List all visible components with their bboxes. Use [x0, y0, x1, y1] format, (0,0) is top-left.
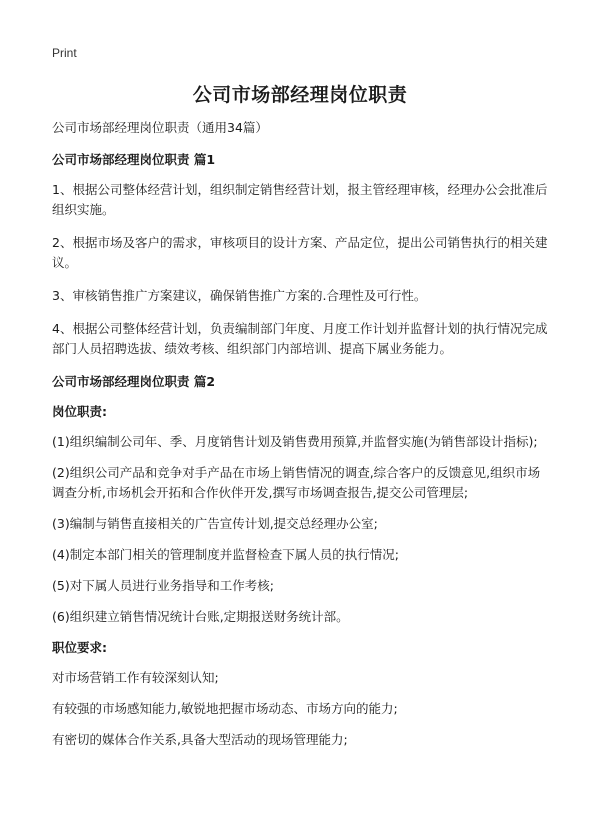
- requirement-item: 有较强的市场感知能力,敏锐地把握市场动态、市场方向的能力;: [52, 701, 398, 716]
- duty-item: (4)制定本部门相关的管理制度并监督检查下属人员的执行情况;: [52, 547, 399, 562]
- paragraph: 1、根据公司整体经营计划，组织制定销售经营计划，报主管经理审核，经理办公会批准后组织实施。: [52, 182, 548, 217]
- duty-item: (1)组织编制公司年、季、月度销售计划及销售费用预算,并监督实施(为销售部设计指标);: [52, 434, 538, 449]
- paragraph: 2、根据市场及客户的需求，审核项目的设计方案、产品定位，提出公司销售执行的相关建议。: [52, 235, 548, 270]
- document-body: [52, 118, 552, 761]
- requirements-subheading: 职位要求:: [52, 640, 107, 655]
- duty-item: (2)组织公司产品和竞争对手产品在市场上销售情况的调查,综合客户的反馈意见,组织市场调查分析,市场机会开拓和合作伙伴开发,撰写市场调查报告,提交公司管理层;: [52, 465, 541, 500]
- duties-subheading: 岗位职责:: [52, 404, 107, 419]
- print-label: Print: [52, 46, 77, 60]
- section-heading-2: 公司市场部经理岗位职责 篇2: [52, 374, 216, 389]
- requirement-item: 有密切的媒体合作关系,具备大型活动的现场管理能力;: [52, 732, 348, 747]
- paragraph: 3、审核销售推广方案建议，确保销售推广方案的.合理性及可行性。: [52, 288, 427, 303]
- requirement-item: 对市场营销工作有较深刻认知;: [52, 670, 219, 685]
- paragraph: 4、根据公司整体经营计划，负责编制部门年度、月度工作计划并监督计划的执行情况完成部门人员招聘选拔、绩效考核、组织部门内部培训、提高下属业务能力。: [52, 321, 548, 356]
- section-heading-1: 公司市场部经理岗位职责 篇1: [52, 152, 216, 167]
- document-title: 公司市场部经理岗位职责: [192, 84, 408, 106]
- duty-item: (5)对下属人员进行业务指导和工作考核;: [52, 578, 274, 593]
- duty-item: (3)编制与销售直接相关的广告宣传计划,提交总经理办公室;: [52, 516, 378, 531]
- duty-item: (6)组织建立销售情况统计台账,定期报送财务统计部。: [52, 609, 349, 624]
- document-subtitle: 公司市场部经理岗位职责（通用34篇）: [52, 120, 268, 135]
